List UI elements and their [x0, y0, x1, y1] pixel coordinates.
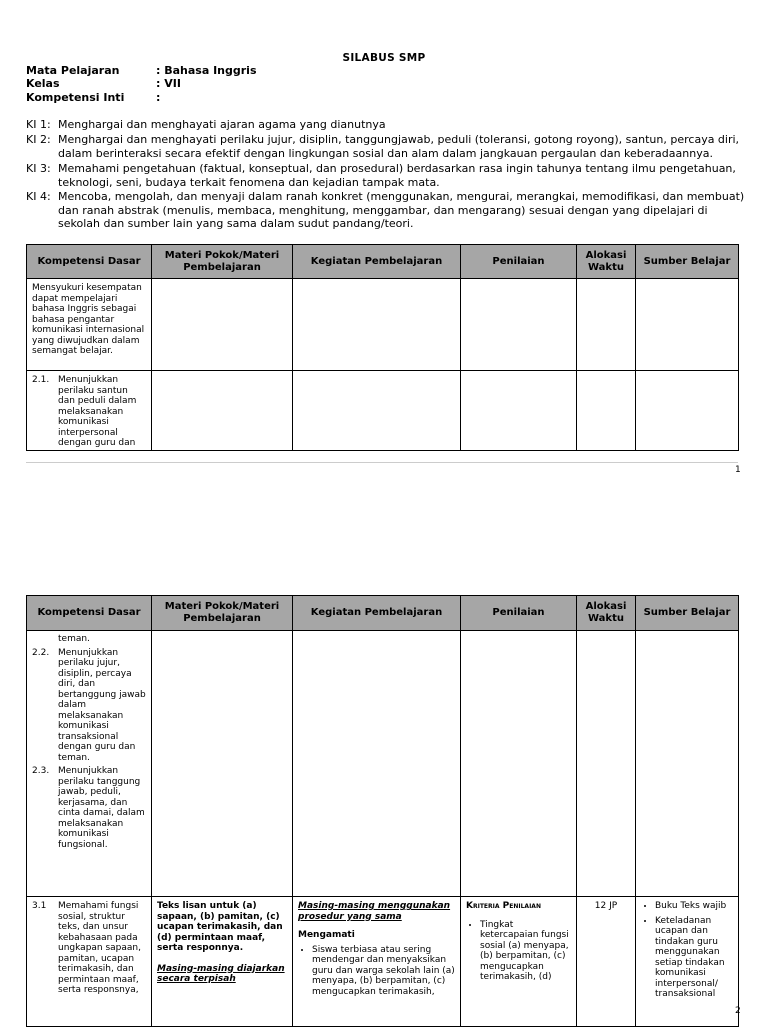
kd-23-text: Menunjukkan perilaku tanggung jawab, peduli, kerjasama, dan cinta damai, dalam melaksanakan komunikasi fungsional.: [58, 766, 145, 850]
kegiatan-cell: [293, 371, 461, 451]
materi-cell: [152, 631, 293, 897]
list-item: • Tingkat ketercapaian fungsi sosial (a) menyapa, (b) berpamitan, (c) mengucapkan terimakasih, (d): [480, 920, 571, 983]
kd-1-text: Mensyukuri kesempatan dapat mempelajari bahasa Inggris sebagai bahasa pengantar komunikasi internasional yang diwujudkan dalam semangat belajar.: [32, 283, 145, 356]
kd-number: 3.1: [32, 901, 47, 911]
penilaian-cell: [461, 631, 577, 897]
kd-cell: [27, 897, 152, 1027]
ki-label: KI 4:: [26, 190, 51, 203]
page-divider: [26, 462, 738, 463]
meta-kompetensi-inti: [26, 91, 160, 104]
sumber-cell: [636, 897, 739, 1027]
header-kompetensi-dasar: Kompetensi Dasar: [27, 596, 152, 631]
list-item: • Buku Teks wajib: [655, 901, 733, 912]
meta-label: Kelas: [26, 77, 60, 90]
kd-cell: [27, 279, 152, 371]
sumber-cell: [636, 279, 739, 371]
meta-kelas: [26, 77, 181, 90]
penilaian-cell: [461, 371, 577, 451]
header-penilaian: Penilaian: [461, 245, 577, 279]
kegiatan-subheading: Mengamati: [298, 930, 355, 940]
penilaian-cell: [461, 279, 577, 371]
ki-label: KI 1:: [26, 118, 51, 131]
ki-text: Memahami pengetahuan (faktual, konseptual, dan prosedural) berdasarkan rasa ingin tahunya tentang ilmu pengetahuan, teknologi, seni, budaya terkait fenomena dan kejadian tampak mata.: [58, 162, 736, 189]
header-kompetensi-dasar: Kompetensi Dasar: [27, 245, 152, 279]
ki-text: Menghargai dan menghayati perilaku jujur, disiplin, tanggungjawab, peduli (toleransi, gotong royong), santun, percaya diri, dalam berinteraksi secara efektif dengan lingkungan sosial dan alam dalam jangkauan pergaulan dan keberadaannya.: [58, 133, 740, 160]
materi-cell: [152, 897, 293, 1027]
penilaian-cell: [461, 897, 577, 1027]
syllabus-table-page1: [26, 244, 739, 451]
kd-number: 2.1.: [32, 375, 50, 385]
header-penilaian: Penilaian: [461, 596, 577, 631]
meta-value: :: [156, 91, 161, 104]
meta-value: : VII: [156, 77, 181, 90]
kd-21-continuation: teman.: [58, 634, 90, 644]
penilaian-heading: Kriteria Penilaian: [466, 901, 541, 911]
ki-3: [26, 162, 746, 189]
meta-label: Mata Pelajaran: [26, 64, 120, 77]
kd-21-text: Menunjukkan perilaku santun dan peduli dalam melaksanakan komunikasi interpersonal dengan guru dan: [58, 375, 137, 448]
meta-value: : Bahasa Inggris: [156, 64, 257, 77]
header-materi: Materi Pokok/Materi Pembelajaran: [152, 245, 293, 279]
materi-cell: [152, 371, 293, 451]
sumber-cell: [636, 371, 739, 451]
header-alokasi: Alokasi Waktu: [577, 596, 636, 631]
syllabus-table-page2: [26, 595, 739, 1027]
ki-label: KI 3:: [26, 162, 51, 175]
kegiatan-cell: [293, 631, 461, 897]
ki-text: Menghargai dan menghayati ajaran agama yang dianutnya: [58, 118, 386, 131]
header-materi: Materi Pokok/Materi Pembelajaran: [152, 596, 293, 631]
alokasi-cell: [577, 897, 636, 1027]
kd-cell: [27, 371, 152, 451]
materi-note: Masing-masing diajarkan secara terpisah: [157, 963, 285, 984]
sumber-cell: [636, 631, 739, 897]
materi-text: Teks lisan untuk (a) sapaan, (b) pamitan, (c) ucapan terimakasih, dan (d) permintaan maaf, serta responnya.: [157, 901, 283, 953]
ki-4: [26, 190, 746, 231]
header-kegiatan: Kegiatan Pembelajaran: [293, 596, 461, 631]
list-item: • Siswa terbiasa atau sering mendengar dan menyaksikan guru dan warga sekolah lain (a) menyapa, (b) berpamitan, (c) mengucapkan terimakasih,: [312, 945, 455, 998]
kd-31-text: Memahami fungsi sosial, struktur teks, dan unsur kebahasaan pada ungkapan sapaan, pamitan, ucapan terimakasih, dan permintaan maaf, serta responsnya,: [58, 901, 141, 995]
list-item: • Keteladanan ucapan dan tindakan guru menggunakan setiap tindakan komunikasi interpersonal/ transaksional: [655, 916, 733, 1000]
ki-1: [26, 118, 746, 132]
ki-2: [26, 133, 746, 160]
table-row: [27, 631, 739, 897]
kd-number: 2.3.: [32, 766, 50, 776]
table-row: [27, 897, 739, 1027]
kd-cell: [27, 631, 152, 897]
ki-label: KI 2:: [26, 133, 51, 146]
alokasi-cell: [577, 371, 636, 451]
kegiatan-cell: [293, 897, 461, 1027]
table-row: [27, 371, 739, 451]
kegiatan-cell: [293, 279, 461, 371]
materi-cell: [152, 279, 293, 371]
meta-mata-pelajaran: [26, 64, 257, 77]
kd-number: 2.2.: [32, 647, 50, 658]
header-sumber: Sumber Belajar: [636, 596, 739, 631]
page-number: 2: [735, 1006, 741, 1016]
alokasi-cell: [577, 279, 636, 371]
header-sumber: Sumber Belajar: [636, 245, 739, 279]
alokasi-value: 12 JP: [594, 901, 618, 911]
header-alokasi: Alokasi Waktu: [577, 245, 636, 279]
table-row: [27, 279, 739, 371]
ki-text: Mencoba, mengolah, dan menyaji dalam ranah konkret (menggunakan, mengurai, merangkai, memodifikasi, dan membuat) dan ranah abstrak (menulis, membaca, menghitung, menggambar, dan mengarang) sesuai dengan yang dipelajari di sekolah dan sumber lain yang sama dalam sudut pandang/teori.: [58, 190, 745, 230]
document-title: SILABUS SMP: [342, 52, 426, 64]
alokasi-cell: [577, 631, 636, 897]
header-kegiatan: Kegiatan Pembelajaran: [293, 245, 461, 279]
page-number: 1: [735, 465, 741, 475]
kd-22-text: Menunjukkan perilaku jujur, disiplin, percaya diri, dan bertanggung jawab dalam melaksanakan komunikasi transaksional dengan guru dan teman.: [58, 647, 146, 763]
meta-label: Kompetensi Inti: [26, 91, 125, 104]
kegiatan-note: Masing-masing menggunakan prosedur yang sama: [298, 901, 451, 922]
